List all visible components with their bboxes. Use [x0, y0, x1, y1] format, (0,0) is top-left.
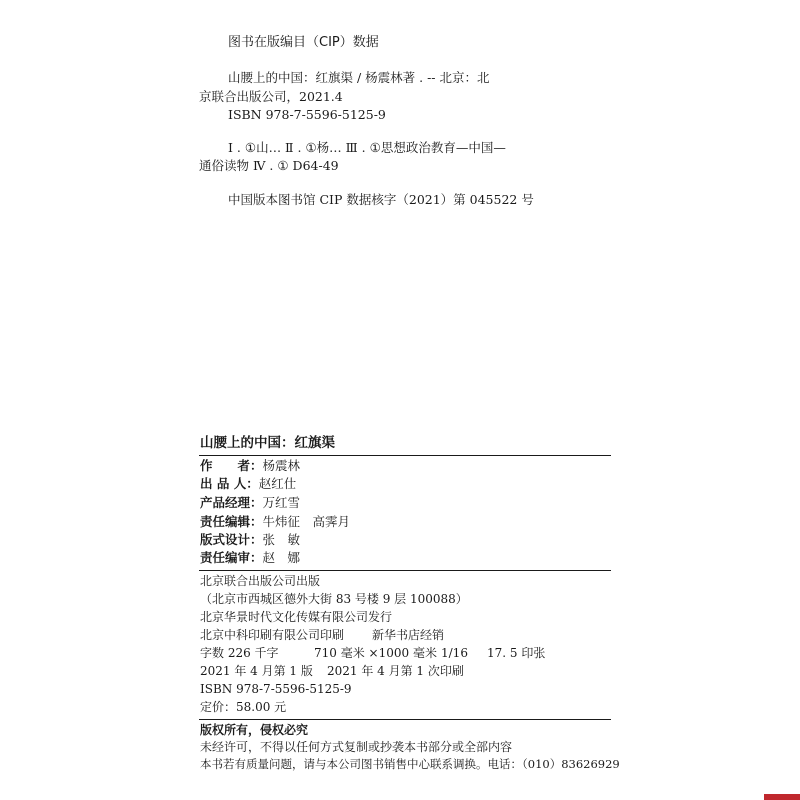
cip-heading: 图书在版编目（CIP）数据 [228, 35, 379, 50]
edition: 2021 年 4 月第 1 版 [200, 664, 313, 678]
credit-value: 赵 娜 [262, 550, 301, 565]
cip-entry-line2: 京联合出版公司，2021.4 [199, 89, 343, 104]
publication-isbn: ISBN 978-7-5596-5125-9 [200, 682, 352, 696]
price: 定价：58.00 元 [200, 700, 287, 714]
publisher-line: 北京联合出版公司出版 [200, 574, 321, 588]
credit-label: 作 者： [200, 458, 263, 473]
credit-value: 张 敏 [262, 532, 301, 547]
printer-line: 北京中科印刷有限公司印刷 [200, 628, 345, 642]
fold: 1/16 [441, 646, 468, 660]
credit-label: 版式设计： [200, 532, 263, 547]
rights-notice: 未经许可，不得以任何方式复制或抄袭本书部分或全部内容 [200, 740, 513, 754]
credit-value: 杨震林 [262, 458, 301, 473]
word-count: 字数 226 千字 [200, 646, 279, 660]
publisher-address: （北京市西城区德外大街 83 号楼 9 层 100088） [200, 592, 468, 606]
credit-label: 产品经理： [200, 495, 263, 510]
distributor-line: 北京华景时代文化传媒有限公司发行 [200, 610, 393, 624]
rights-heading: 版权所有，侵权必究 [200, 723, 309, 737]
credit-row-editor [200, 514, 350, 529]
divider [199, 719, 611, 720]
page-format: 710 毫米 ×1000 毫米 [314, 646, 437, 660]
credit-label: 责任编辑： [200, 514, 263, 529]
credit-row-product-manager [200, 495, 300, 510]
corner-mark [764, 794, 800, 800]
printing: 2021 年 4 月第 1 次印刷 [327, 664, 464, 678]
credit-row-author [200, 458, 300, 473]
credit-value: 牛炜征 高霁月 [262, 514, 351, 529]
seller-line: 新华书店经销 [372, 628, 445, 642]
printed-sheets: 17. 5 印张 [487, 646, 546, 660]
book-title: 山腰上的中国：红旗渠 [200, 435, 335, 451]
quality-notice: 本书若有质量问题，请与本公司图书销售中心联系调换。电话：（010）83626929 [200, 757, 620, 771]
divider [199, 455, 611, 456]
credit-row-publisher-rep [200, 476, 296, 491]
cip-subject-line1: Ⅰ . ①山… Ⅱ . ①杨… Ⅲ . ①思想政治教育—中国— [228, 140, 506, 155]
cip-isbn: ISBN 978-7-5596-5125-9 [228, 107, 386, 122]
credit-label: 出 品 人： [200, 476, 259, 491]
cip-record-number: 中国版本图书馆 CIP 数据核字（2021）第 045522 号 [228, 192, 534, 207]
credit-label: 责任编审： [200, 550, 263, 565]
credit-value: 赵红仕 [258, 476, 297, 491]
credit-value: 万红雪 [262, 495, 301, 510]
credit-row-reviewer [200, 550, 300, 565]
cip-subject-line2: 通俗读物 Ⅳ . ① D64-49 [199, 158, 339, 173]
cip-entry-line1: 山腰上的中国：红旗渠 / 杨震林著 . -- 北京：北 [228, 70, 490, 85]
divider [199, 570, 611, 571]
credit-row-layout-design [200, 532, 300, 547]
